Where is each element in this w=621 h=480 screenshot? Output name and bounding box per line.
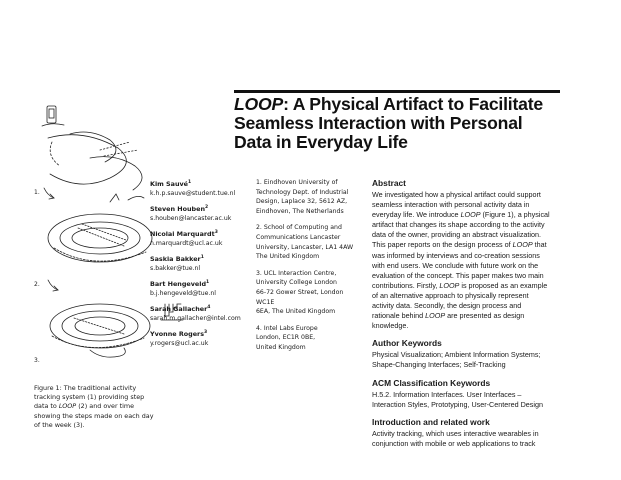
introduction-heading: Introduction and related work bbox=[372, 416, 490, 427]
author-entry: Yvonne Rogers$^3$ y.rogers@ucl.ac.uk bbox=[150, 330, 250, 348]
acm-keywords-body: H.5.2. Information Interfaces. User Interfaces – Interaction Styles, Prototyping, User-Centered Design bbox=[372, 389, 543, 409]
author-keywords-body: Physical Visualization; Ambient Information Systems; Shape-Changing Interfaces; Self-Tracking bbox=[372, 350, 541, 370]
affiliation-3: 3. UCL Interaction Centre, University College London 66-72 Gower Street, London WC1E 6EA, The United Kingdom bbox=[256, 269, 344, 316]
loop-sketch-middle bbox=[48, 194, 152, 262]
title-line-2: Seamless Interaction with Personal bbox=[234, 113, 523, 133]
affiliation-4: 4. Intel Labs Europe London, EC1R 0BE, United Kingdom bbox=[256, 324, 318, 351]
author-name: Bart Hengeveld bbox=[150, 280, 207, 288]
abstract-heading: Abstract bbox=[372, 178, 406, 188]
author-email: n.marquardt@ucl.ac.uk bbox=[150, 240, 223, 247]
author-email: k.h.p.sauve@student.tue.nl bbox=[150, 190, 236, 197]
author-name: Steven Houben bbox=[150, 205, 206, 213]
author-entry: Nicolai Marquardt$^3$ n.marquardt@ucl.ac.uk bbox=[150, 230, 250, 248]
author-name: Kim Sauvé bbox=[150, 180, 188, 188]
paper-title bbox=[234, 95, 574, 152]
main-text-column bbox=[372, 178, 568, 456]
author-name: Sarah Gallacher bbox=[150, 305, 208, 313]
author-entry: Saskia Bakker$^1$ s.bakker@tue.nl bbox=[150, 255, 250, 273]
author-name: Saskia Bakker bbox=[150, 255, 201, 263]
affiliations-column bbox=[256, 178, 362, 360]
affiliation-2: 2. School of Computing and Communications Lancaster University, Lancaster, LA1 4AW The United Kingdom bbox=[256, 224, 354, 261]
author-name: Yvonne Rogers bbox=[150, 330, 205, 338]
author-entry: Bart Hengeveld$^1$ b.j.hengeveld@tue.nl bbox=[150, 280, 250, 298]
figure-label-3: 3. bbox=[34, 357, 40, 364]
title-rule bbox=[234, 90, 560, 93]
author-email: s.bakker@tue.nl bbox=[150, 265, 201, 272]
affiliation-1: 1. Eindhoven University of Technology Dept. of Industrial Design, Laplace 32, 5612 AZ, Eindhoven, The Netherlands bbox=[256, 179, 349, 215]
author-email: b.j.hengeveld@tue.nl bbox=[150, 290, 217, 297]
figure-label-1: 1. bbox=[34, 189, 40, 196]
author-entry: Kim Sauvé$^1$ k.h.p.sauve@student.tue.nl bbox=[150, 180, 250, 198]
acm-keywords-heading: ACM Classification Keywords bbox=[372, 377, 491, 388]
title-line-1: LOOP: A Physical Artifact to Facilitate bbox=[234, 94, 543, 114]
author-name: Nicolai Marquardt bbox=[150, 230, 215, 238]
loop-sketch-bottom bbox=[50, 304, 150, 357]
loop-sketch-top bbox=[48, 132, 142, 190]
tracker-sketch bbox=[42, 106, 64, 126]
authors-column bbox=[150, 180, 250, 355]
author-email: s.houben@lancaster.ac.uk bbox=[150, 215, 232, 222]
author-entry: Sarah Gallacher$^4$ sarah.m.gallacher@intel.com bbox=[150, 305, 250, 323]
author-keywords-heading: Author Keywords bbox=[372, 338, 442, 349]
author-email: y.rogers@ucl.ac.uk bbox=[150, 340, 209, 347]
author-email: sarah.m.gallacher@intel.com bbox=[150, 315, 241, 322]
author-entry: Steven Houben$^2$ s.houben@lancaster.ac.uk bbox=[150, 205, 250, 223]
title-line-3: Data in Everyday Life bbox=[234, 132, 408, 152]
introduction-body: Activity tracking, which uses interactive wearables in conjunction with mobile or web applications to track bbox=[372, 428, 539, 448]
figure-caption: Figure 1: The traditional activity tracking system (1) providing step data to LOOP (2) and over time showing the steps made on each day of the week (3). bbox=[34, 384, 154, 429]
abstract-body: We investigated how a physical artifact could support seamless interaction with personal activity data in everyday life. We introduce LOOP (Figure 1), a physical artifact that changes its shape according to the activity data of the owner, providing an abstract visualization. This paper reports on the design process of LOOP that was informed by interviews and co-creation sessions with end users. We conclude with future work on the evaluation of the concept. This paper makes two main contributions. Firstly, LOOP is proposed as an example of an alternative approach to physically represent activity data. Secondly, the design process and rationale behind LOOP are presented as design knowledge. bbox=[372, 190, 550, 331]
figure-label-2: 2. bbox=[34, 281, 40, 288]
